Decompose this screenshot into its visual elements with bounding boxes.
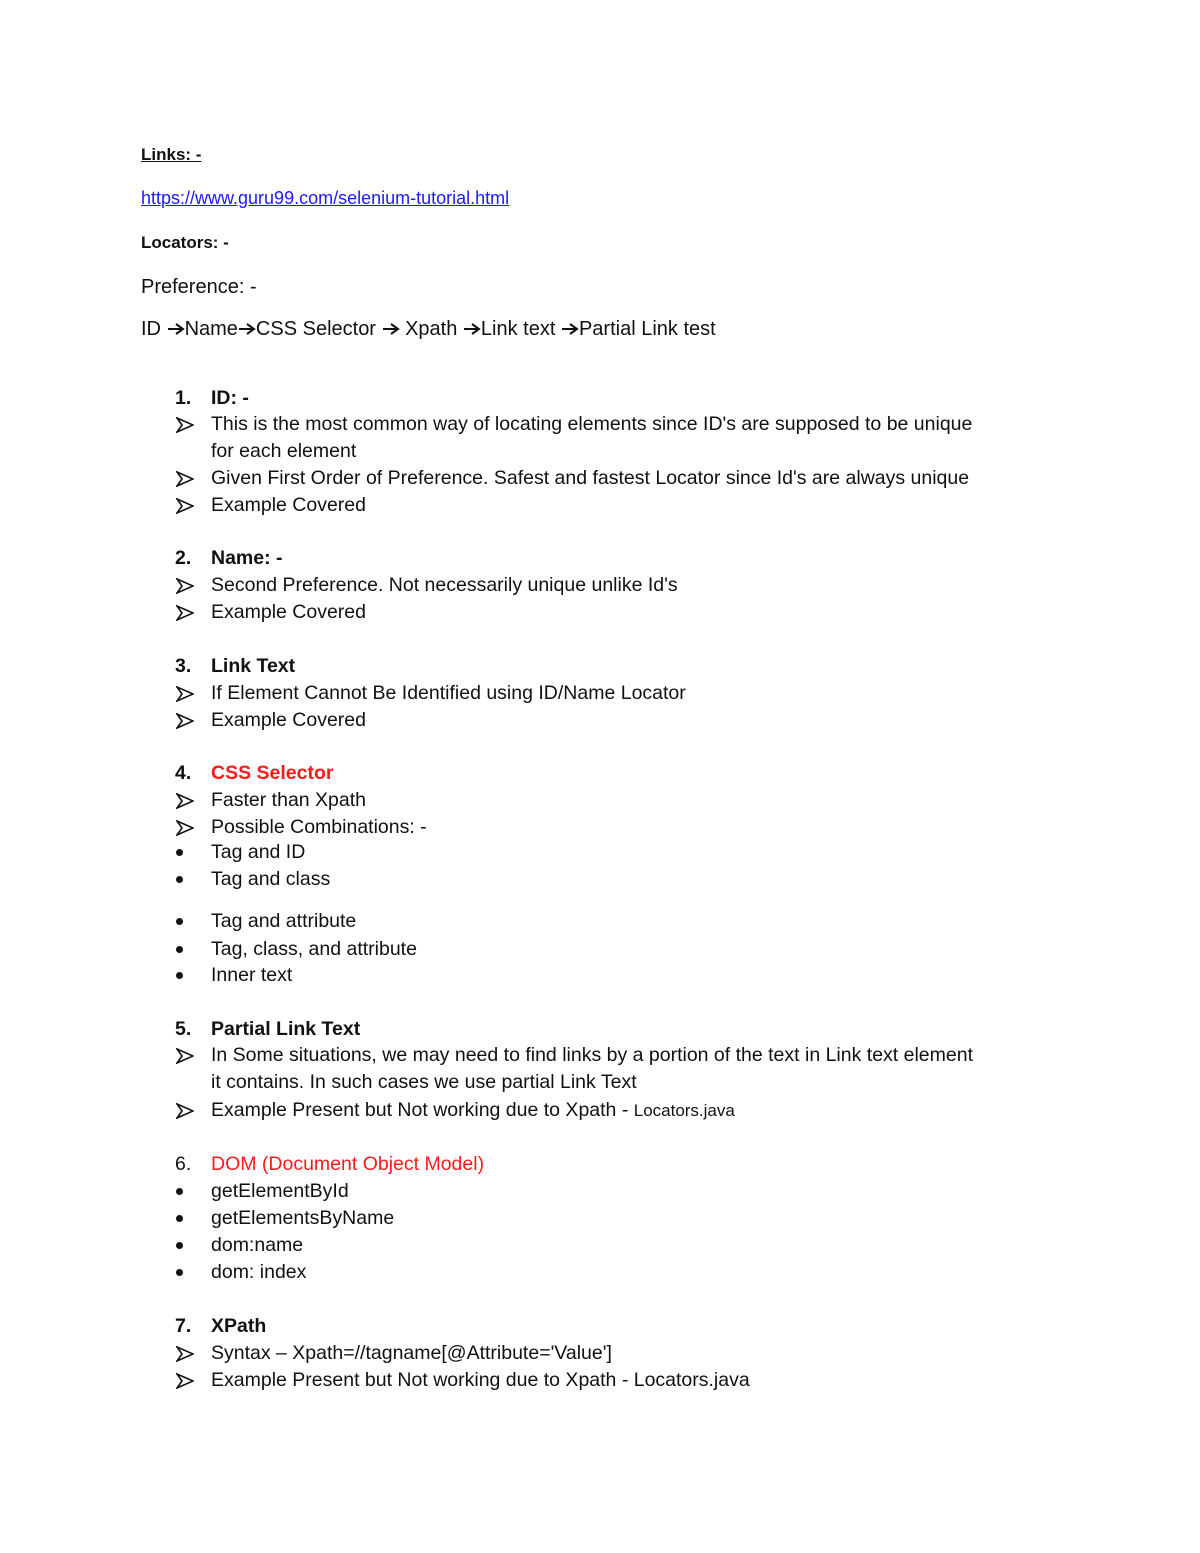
dot-bullet-icon (176, 946, 183, 953)
section-number: 4. (175, 762, 192, 784)
bullet-text: If Element Cannot Be Identified using ID/Name Locator (211, 682, 686, 704)
arrow-right-icon (463, 322, 481, 336)
dot-bullet-icon (176, 1242, 183, 1249)
chain-partial: Partial Link test (578, 318, 716, 340)
dot-item-text: Tag and class (211, 868, 331, 890)
bullet-text: Example Covered (211, 709, 366, 731)
section-number: 2. (175, 547, 192, 569)
chain-xpath: Xpath (399, 318, 463, 340)
dot-item-text: dom: index (211, 1261, 307, 1283)
dot-bullet-icon (176, 918, 183, 925)
arrowhead-bullet-icon (176, 686, 194, 702)
chain-linktext: Link text (480, 318, 561, 340)
links-heading: Links: - (141, 145, 202, 164)
arrowhead-bullet-icon (176, 605, 194, 621)
bullet-text-main: Example Present but Not working due to Xpath - (211, 1099, 634, 1121)
arrowhead-bullet-icon (176, 578, 194, 594)
arrowhead-bullet-icon (176, 1103, 194, 1119)
chain-css: CSS Selector (255, 318, 382, 340)
arrow-right-icon (238, 322, 256, 336)
section-title-name: Name: - (211, 547, 283, 569)
bullet-text: Example Covered (211, 601, 366, 623)
dot-item-text: Tag, class, and attribute (211, 938, 417, 960)
bullet-text: In Some situations, we may need to find links by a portion of the text in Link text element (211, 1044, 973, 1066)
section-title-dom: DOM (Document Object Model) (211, 1153, 485, 1175)
arrowhead-bullet-icon (176, 713, 194, 729)
arrowhead-bullet-icon (176, 820, 194, 836)
dot-item-text: Tag and ID (211, 841, 306, 863)
section-title-css-selector: CSS Selector (211, 762, 334, 784)
preference-label: Preference: - (141, 276, 257, 298)
bullet-text: Example Present but Not working due to Xpath - Locators.java (211, 1369, 750, 1391)
arrow-right-icon (382, 322, 400, 336)
dot-item-text: Tag and attribute (211, 910, 357, 932)
bullet-text: Syntax – Xpath=//tagname[@Attribute='Value'] (211, 1342, 612, 1364)
dot-bullet-icon (176, 849, 183, 856)
bullet-text: it contains. In such cases we use partial Link Text (211, 1071, 637, 1093)
arrowhead-bullet-icon (176, 1373, 194, 1389)
section-number: 6. (175, 1153, 192, 1175)
section-number: 7. (175, 1315, 192, 1337)
arrow-right-icon (561, 322, 579, 336)
guru99-link[interactable]: https://www.guru99.com/selenium-tutorial.html (141, 188, 510, 208)
dot-item-text: Inner text (211, 964, 293, 986)
section-number: 5. (175, 1018, 192, 1040)
section-number: 3. (175, 655, 192, 677)
bullet-text: for each element (211, 440, 357, 462)
preference-chain (141, 318, 716, 341)
dot-bullet-icon (176, 1269, 183, 1276)
dot-item-text: getElementById (211, 1180, 349, 1202)
locators-heading: Locators: - (141, 233, 229, 252)
bullet-text: This is the most common way of locating elements since ID's are supposed to be unique (211, 413, 973, 435)
chain-id: ID (141, 318, 167, 340)
bullet-text: Example Covered (211, 494, 366, 516)
dot-bullet-icon (176, 1188, 183, 1195)
arrow-right-icon (167, 322, 185, 336)
chain-name: Name (184, 318, 238, 340)
arrowhead-bullet-icon (176, 417, 194, 433)
dot-bullet-icon (176, 972, 183, 979)
dot-item-text: dom:name (211, 1234, 304, 1256)
section-title-link-text: Link Text (211, 655, 296, 677)
section-number: 1. (175, 387, 192, 409)
dot-bullet-icon (176, 1215, 183, 1222)
bullet-text: Faster than Xpath (211, 789, 367, 811)
file-name: Locators.java (633, 1101, 735, 1120)
dot-bullet-icon (176, 876, 183, 883)
arrowhead-bullet-icon (176, 1048, 194, 1064)
bullet-text: Given First Order of Preference. Safest and fastest Locator since Id's are always unique (211, 467, 970, 489)
dot-item-text: getElementsByName (211, 1207, 395, 1229)
bullet-text: Second Preference. Not necessarily unique unlike Id's (211, 574, 678, 596)
arrowhead-bullet-icon (176, 498, 194, 514)
arrowhead-bullet-icon (176, 793, 194, 809)
bullet-text: Possible Combinations: - (211, 816, 427, 838)
bullet-text (211, 1099, 735, 1122)
section-title-xpath: XPath (211, 1315, 267, 1337)
section-title-id: ID: - (211, 387, 249, 409)
arrowhead-bullet-icon (176, 1346, 194, 1362)
section-title-partial-link-text: Partial Link Text (211, 1018, 361, 1040)
arrowhead-bullet-icon (176, 471, 194, 487)
